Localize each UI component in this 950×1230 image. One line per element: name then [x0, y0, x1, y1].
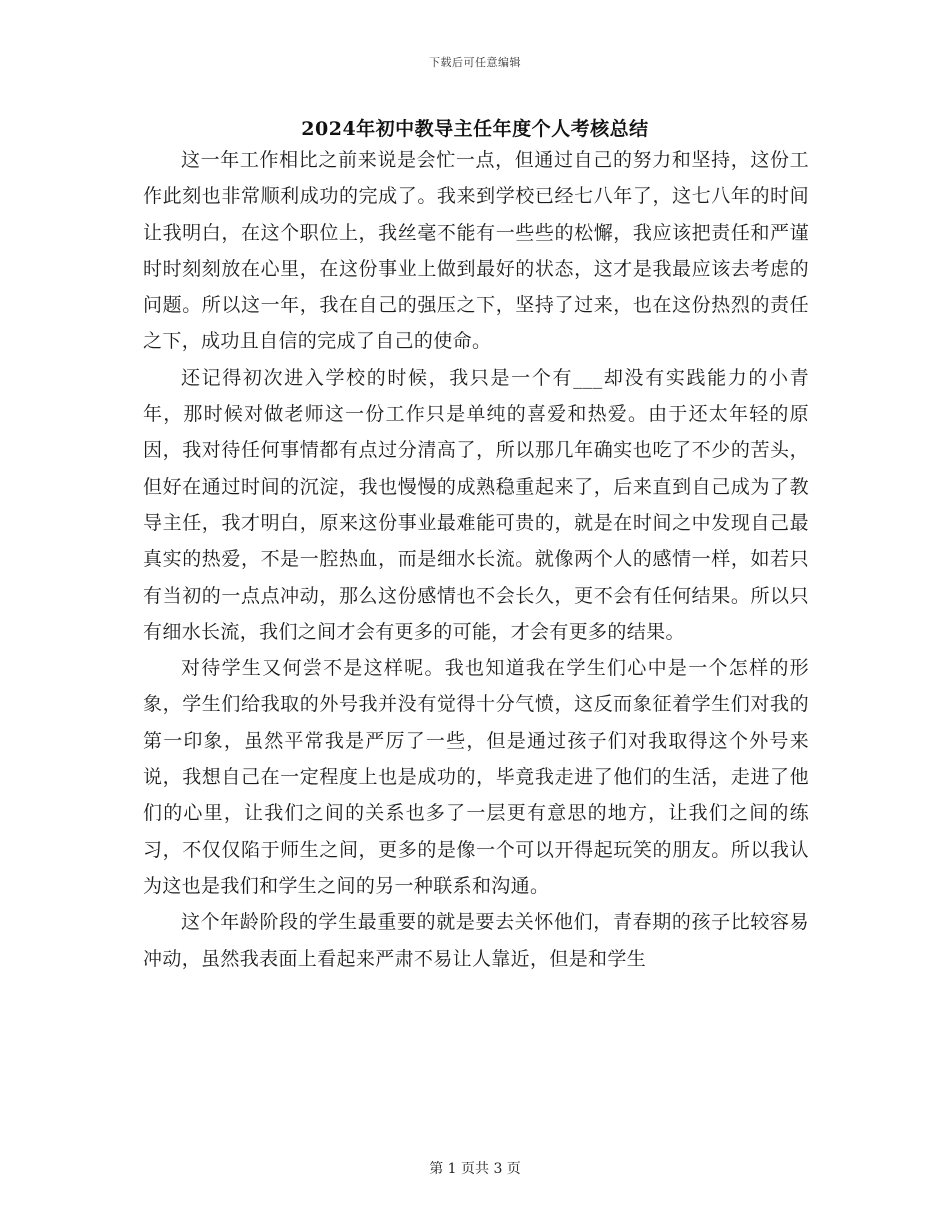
paragraph: 这个年龄阶段的学生最重要的就是要去关怀他们，青春期的孩子比较容易冲动，虽然我表面上看起来严肃不易让人靠近，但是和学生 [143, 911, 809, 970]
page-header-note: 下载后可任意编辑 [429, 56, 521, 69]
paragraph: 还记得初次进入学校的时候，我只是一个有___却没有实践能力的小青年，那时候对做老师这一份工作只是单纯的喜爱和热爱。由于还太年轻的原因，我对待任何事情都有点过分清高了，所以那几年确实也吃了不少的苦头，但好在通过时间的沉淀，我也慢慢的成熟稳重起来了，后来直到自己成为了教导主任，我才明白，原来这份事业最难能可贵的，就是在时间之中发现自己最真实的热爱，不是一腔热血，而是细水长流。就像两个人的感情一样，如若只有当初的一点点冲动，那么这份感情也不会长久，更不会有任何结果。所以只有细水长流，我们之间才会有更多的可能，才会有更多的结果。 [143, 366, 809, 643]
paragraph: 这一年工作相比之前来说是会忙一点，但通过自己的努力和坚持，这份工作此刻也非常顺利成功的完成了。我来到学校已经七八年了，这七八年的时间让我明白，在这个职位上，我丝毫不能有一些些的松懈，我应该把责任和严谨时时刻刻放在心里，在这份事业上做到最好的状态，这才是我最应该去考虑的问题。所以这一年，我在自己的强压之下，坚持了过来，也在这份热烈的责任之下，成功且自信的完成了自己的使命。 [143, 149, 809, 353]
document-body [143, 142, 809, 977]
page-number: 第 1 页共 3 页 [429, 1161, 521, 1177]
paragraph: 对待学生又何尝不是这样呢。我也知道我在学生们心中是一个怎样的形象，学生们给我取的外号我并没有觉得十分气愤，这反而象征着学生们对我的第一印象，虽然平常我是严厉了一些，但是通过孩子们对我取得这个外号来说，我想自己在一定程度上也是成功的，毕竟我走进了他们的生活，走进了他们的心里，让我们之间的关系也多了一层更有意思的地方，让我们之间的练习，不仅仅陷于师生之间，更多的是像一个可以开得起玩笑的朋友。所以我认为这也是我们和学生之间的另一种联系和沟通。 [143, 657, 809, 897]
document-title: 2024年初中教导主任年度个人考核总结 [301, 118, 649, 140]
